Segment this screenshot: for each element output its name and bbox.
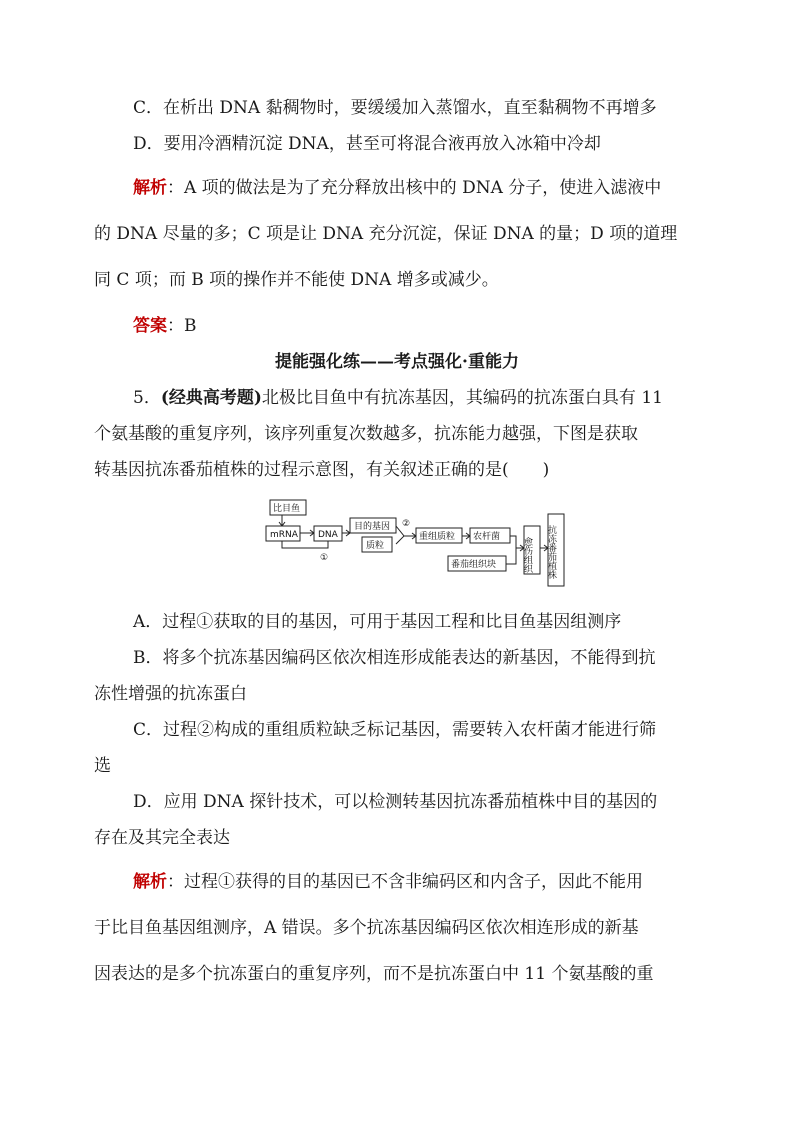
q5-stem-line-3: 转基因抗冻番茄植株的过程示意图，有关叙述正确的是( ) — [94, 460, 550, 480]
q5-option-b-line-1: B．将多个抗冻基因编码区依次相连形成能表达的新基因，不能得到抗 — [133, 648, 656, 668]
mrna-label: mRNA — [270, 530, 298, 540]
q5-option-a: A．过程①获取的目的基因，可用于基因工程和比目鱼基因组测序 — [133, 612, 622, 632]
q4-analysis-line-1 — [133, 176, 702, 200]
plasmid-label: 质粒 — [366, 541, 385, 551]
q5-option-d-line-2: 存在及其完全表达 — [94, 828, 230, 848]
answer-value: ：B — [167, 316, 197, 336]
q4-option-c: C．在析出 DNA 黏稠物时，要缓缓加入蒸馏水，直至黏稠物不再增多 — [133, 98, 657, 118]
question-source: (经典高考题) — [160, 388, 262, 408]
q5-analysis-line-1 — [133, 870, 702, 894]
q4-option-d: D．要用冷酒精沉淀 DNA，甚至可将混合液再放入冰箱中冷却 — [133, 134, 601, 154]
fish-label: 比目鱼 — [273, 504, 301, 514]
q5-option-c-line-1: C．过程②构成的重组质粒缺乏标记基因，需要转入农杆菌才能进行筛 — [133, 720, 657, 740]
q4-answer — [133, 314, 702, 338]
step2-label: ② — [402, 519, 411, 529]
q5-analysis-line-2: 于比目鱼基因组测序，A 错误。多个抗冻基因编码区依次相连形成的新基 — [94, 918, 639, 938]
target-gene-label: 目的基因 — [354, 522, 391, 532]
step1-label: ① — [320, 553, 329, 563]
recombinant-label: 重组质粒 — [419, 532, 456, 542]
q5-stem-line-2: 个氨基酸的重复序列，该序列重复次数越多，抗冻能力越强，下图是获取 — [94, 424, 638, 444]
plant-label: 抗冻番茄植株 — [546, 525, 556, 579]
q5-option-b-line-2: 冻性增强的抗冻蛋白 — [94, 684, 247, 704]
dna-label: DNA — [318, 530, 338, 540]
stem-text: 北极比目鱼中有抗冻基因，其编码的抗冻蛋白具有 11 — [261, 388, 663, 408]
analysis-label: 解析 — [133, 178, 167, 198]
q4-analysis-line-3: 同 C 项；而 B 项的操作并不能使 DNA 增多或减少。 — [94, 270, 499, 290]
analysis-text: ：A 项的做法是为了充分释放出核中的 DNA 分子，使进入滤液中 — [167, 178, 662, 198]
analysis-label: 解析 — [133, 872, 167, 892]
step1-bracket — [282, 541, 328, 548]
agrobacterium-label: 农杆菌 — [473, 532, 501, 542]
analysis-text: ：过程①获得的目的基因已不含非编码区和内含子，因此不能用 — [167, 872, 643, 892]
q4-analysis-line-2: 的 DNA 尽量的多；C 项是让 DNA 充分沉淀，保证 DNA 的量；D 项的道理 — [94, 224, 678, 244]
process-diagram — [262, 496, 572, 590]
q5-stem-line-1 — [133, 386, 702, 410]
tissue-label: 番茄组织块 — [451, 560, 497, 570]
q5-option-c-line-2: 选 — [94, 756, 111, 776]
callus-label: 愈伤组织 — [522, 537, 532, 573]
question-number: 5． — [133, 388, 161, 408]
section-title: 提能强化练——考点强化·重能力 — [275, 352, 519, 372]
answer-label: 答案 — [133, 316, 167, 336]
q5-analysis-line-3: 因表达的是多个抗冻蛋白的重复序列，而不是抗冻蛋白中 11 个氨基酸的重 — [94, 964, 654, 984]
q5-option-d-line-1: D．应用 DNA 探针技术，可以检测转基因抗冻番茄植株中目的基因的 — [133, 792, 658, 812]
